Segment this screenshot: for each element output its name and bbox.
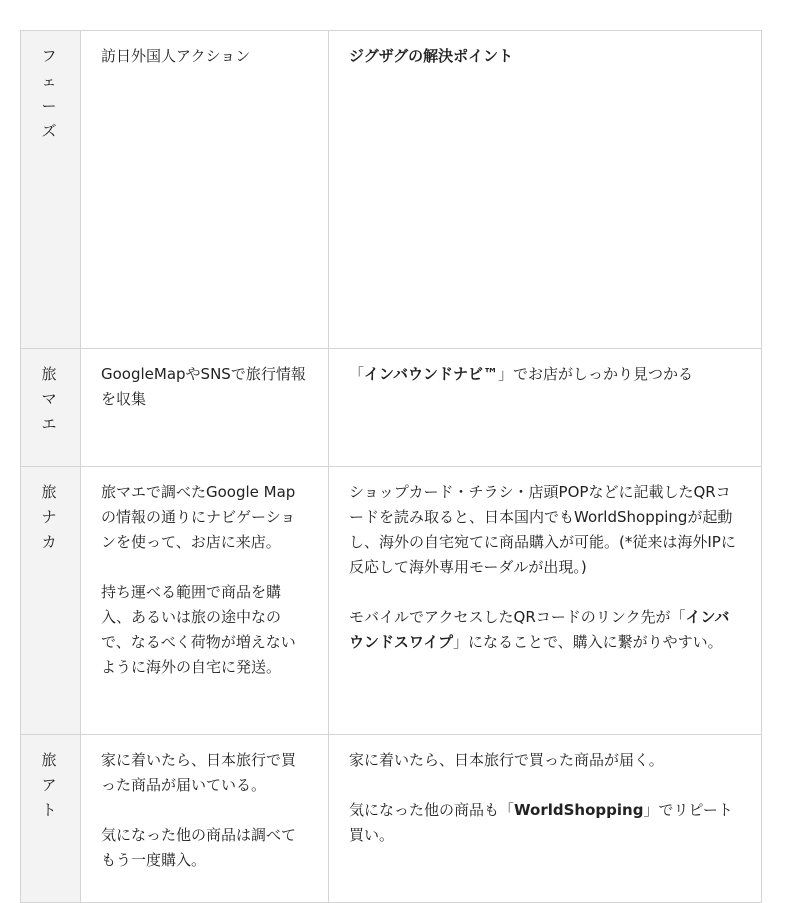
journey-table (20, 30, 762, 903)
point-cell (329, 467, 762, 735)
phase-label (21, 362, 81, 437)
phase-char: フ (41, 47, 57, 65)
action-text: 持ち運べる範囲で商品を購入、あるいは旅の途中なので、なるべく荷物が増えないように海外の自宅に発送。 (101, 583, 296, 676)
phase-cell (21, 735, 81, 903)
action-text: GoogleMapやSNSで旅行情報を収集 (101, 365, 306, 408)
point-highlight: インバウンドナビ™ (364, 365, 498, 383)
point-header-cell (329, 31, 762, 349)
phase-header-label (21, 44, 81, 144)
phase-label (21, 748, 81, 823)
point-highlight: WorldShopping (514, 801, 644, 819)
phase-char: ー (41, 97, 57, 115)
point-text: 家に着いたら、日本旅行で買った商品が届く。 (349, 751, 664, 769)
action-cell (81, 349, 329, 467)
point-highlight: インバウンドスワイプ (349, 608, 730, 651)
phase-char: ェ (41, 72, 57, 90)
action-text: 気になった他の商品は調べてもう一度購入。 (101, 826, 297, 869)
phase-char: ズ (41, 122, 57, 140)
phase-cell (21, 467, 81, 735)
point-cell (329, 349, 762, 467)
phase-char: 旅 (41, 751, 57, 769)
point-header-label: ジグザグの解決ポイント (349, 47, 514, 65)
action-text: 旅マエで調べたGoogle Mapの情報の通りにナビゲーションを使って、お店に来店。 (101, 483, 296, 551)
point-text: ショップカード・チラシ・店頭POPなどに記載したQRコードを読み取ると、日本国内でもWorldShoppingが起動し、海外の自宅宛てに商品購入が可能。(*従来は海外IPに反応して海外専用モーダルが出現。) (349, 483, 736, 576)
phase-cell (21, 349, 81, 467)
action-header-label: 訪日外国人アクション (101, 47, 251, 65)
action-text: 家に着いたら、日本旅行で買った商品が届いている。 (101, 751, 297, 794)
table-row-tabinaka (21, 467, 762, 735)
point-text: 気になった他の商品も「WorldShopping」でリピート買い。 (349, 801, 733, 844)
phase-char: ト (41, 801, 57, 819)
phase-char: ナ (41, 508, 57, 526)
point-text: 「インバウンドナビ™」でお店がしっかり見つかる (349, 365, 693, 383)
phase-char: 旅 (41, 483, 57, 501)
point-text: モバイルでアクセスしたQRコードのリンク先が「インバウンドスワイプ」になることで、購入に繋がりやすい。 (349, 608, 730, 651)
action-cell (81, 467, 329, 735)
phase-char: カ (41, 533, 57, 551)
phase-char: ア (41, 776, 57, 794)
action-cell (81, 735, 329, 903)
table-row-tabiato (21, 735, 762, 903)
phase-char: エ (41, 415, 57, 433)
action-header-cell (81, 31, 329, 349)
point-cell (329, 735, 762, 903)
phase-label (21, 480, 81, 555)
table-header-row (21, 31, 762, 349)
phase-header-cell (21, 31, 81, 349)
table-row-tabimae (21, 349, 762, 467)
phase-char: マ (41, 390, 57, 408)
phase-char: 旅 (41, 365, 57, 383)
